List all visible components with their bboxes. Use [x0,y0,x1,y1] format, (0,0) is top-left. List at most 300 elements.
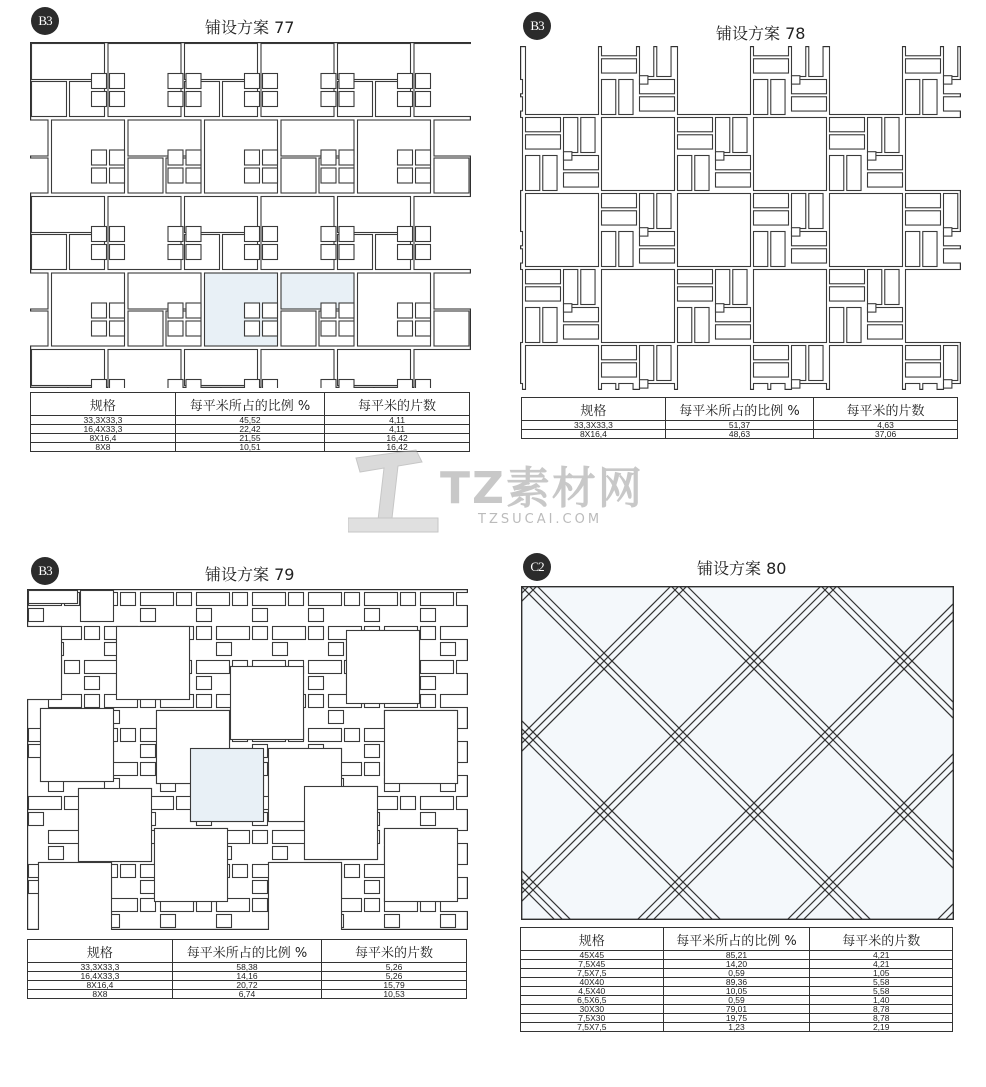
tile [168,74,183,89]
tile [245,380,260,389]
tile [441,643,456,656]
tile [619,232,633,267]
tile [398,227,413,242]
tile [923,232,937,267]
tile [385,915,400,928]
tile [168,321,183,336]
scheme-79-title: 铺设方案 79 [205,565,295,584]
tile [520,249,523,263]
tile [678,46,751,115]
tile [217,643,232,656]
tile [186,380,201,389]
table-cell: 4,21 [810,951,953,960]
table-cell: 51,37 [665,421,813,430]
tile [263,227,278,242]
scheme-77-title: 铺设方案 77 [205,18,295,37]
table-cell: 16,4X33,3 [28,972,173,981]
tile [906,46,941,56]
tile [339,303,354,318]
table-cell: 1,40 [810,996,953,1005]
tile [30,158,48,193]
tile [678,287,713,301]
tile [273,643,288,656]
tile [906,211,941,225]
tile [602,346,637,360]
tile [543,308,557,343]
tile [339,321,354,336]
tile [339,74,354,89]
tile [520,80,523,94]
tile [416,303,431,318]
tile [92,150,107,165]
table-cell: 14,20 [663,960,810,969]
tile [309,593,342,606]
scheme-77-badge: B3 [31,7,59,35]
tile [678,346,751,391]
tile [329,643,344,656]
table-cell: 19,75 [663,1014,810,1023]
tile [161,915,176,928]
tile [233,865,248,878]
tile [733,118,747,153]
tile [155,829,228,902]
table-header-row [28,940,467,963]
tile [65,797,80,810]
tile [168,303,183,318]
table-cell: 4,5X40 [521,987,664,996]
tile [85,661,118,674]
tile [186,303,201,318]
table-cell: 6,74 [172,990,321,999]
tile [526,287,561,301]
tile [754,118,827,191]
tile [457,865,469,878]
tile [197,627,212,640]
tile [657,46,671,77]
tile [339,168,354,183]
tile [678,156,692,191]
tile [526,194,599,267]
tile [520,270,523,343]
tile [398,92,413,107]
scheme-78-spec-table [521,397,958,439]
table-header-cell: 每平米所占的比例 % [175,393,324,416]
table-cell: 1,23 [663,1023,810,1032]
tile [640,228,648,236]
table-cell: 5,26 [322,972,467,981]
tile [678,308,692,343]
tile [416,74,431,89]
tile [92,92,107,107]
tile [32,235,67,270]
tile [186,168,201,183]
scheme-77-spec-table [30,392,470,452]
tile [716,304,724,312]
table-cell: 8X8 [31,443,176,452]
tile [457,661,469,674]
tile [906,363,941,377]
tile [365,881,380,894]
tile [906,80,920,115]
tile [85,677,100,690]
tile [365,593,398,606]
table-cell: 45,52 [175,416,324,425]
watermark-brand: TZ素材网 [440,463,644,514]
tile [253,881,268,894]
tile [640,194,654,229]
tile [401,593,416,606]
tile [168,227,183,242]
tile [186,321,201,336]
table-cell: 7,5X7,5 [521,1023,664,1032]
tile [754,46,789,56]
scheme-78-title: 铺设方案 78 [716,24,806,43]
tile [263,92,278,107]
tile [809,346,823,381]
table-cell: 5,26 [322,963,467,972]
tile [273,627,306,640]
tile [141,745,156,758]
tile [906,59,941,73]
tile [716,173,751,187]
tile [309,695,324,708]
tile [526,156,540,191]
tile [678,135,713,149]
tile [716,270,730,305]
tile [906,118,962,191]
tile [92,303,107,318]
tile [868,118,882,153]
tile [347,631,420,704]
tile [619,80,633,115]
tile [365,745,380,758]
tile [253,627,268,640]
tile [398,150,413,165]
tile [416,168,431,183]
tile [809,46,823,77]
tile [416,380,431,389]
tile [305,787,378,860]
tile [640,249,675,263]
tile [944,228,952,236]
tile [657,346,671,381]
tile [771,232,785,267]
tile [281,158,316,193]
tile [385,711,458,784]
table-cell: 33,3X33,3 [28,963,173,972]
tile [792,76,800,84]
table-cell: 14,16 [172,972,321,981]
tile [309,627,324,640]
table-cell: 10,51 [175,443,324,452]
tile [41,709,114,782]
scheme-79-spec-table [27,939,467,999]
tile [416,227,431,242]
tile [110,92,125,107]
tile [253,609,268,622]
tile [345,729,360,742]
tile [339,227,354,242]
table-cell: 5,58 [810,978,953,987]
tile [520,97,523,111]
tile [398,321,413,336]
tile [434,311,469,346]
tile [678,118,713,132]
tile [906,232,920,267]
table-cell: 10,05 [663,987,810,996]
table-cell: 16,42 [325,443,470,452]
tile [944,76,952,84]
tile [564,325,599,339]
scheme-80-title: 铺设方案 80 [697,559,787,578]
tile [141,763,156,776]
tile [695,308,709,343]
tile [754,384,768,391]
tile [92,380,107,389]
table-cell: 1,05 [810,969,953,978]
tile [245,227,260,242]
tile [263,150,278,165]
tile [245,150,260,165]
tile [289,593,304,606]
table-cell: 89,36 [663,978,810,987]
tile [141,899,156,912]
table-row [522,430,958,439]
tile [657,194,671,229]
tile [398,245,413,260]
tile [944,249,962,263]
table-cell: 33,3X33,3 [31,416,176,425]
tile [398,74,413,89]
table-cell: 7,5X30 [521,1014,664,1023]
table-header-cell: 规格 [521,928,664,951]
tile [868,152,876,160]
tile [365,763,380,776]
tile [269,863,342,931]
tile [520,232,523,246]
tile [809,194,823,229]
tile [792,228,800,236]
tile [365,899,380,912]
tile [141,881,156,894]
tile [695,156,709,191]
tile [128,158,163,193]
table-row [521,1023,953,1032]
tile [441,627,469,640]
tile [398,168,413,183]
tile [906,384,920,391]
tile [868,304,876,312]
tile [365,609,380,622]
table-header-cell: 规格 [28,940,173,963]
tile [602,211,637,225]
tile [168,245,183,260]
tile [792,249,827,263]
tile [421,627,436,640]
tile [830,346,903,391]
tile [339,245,354,260]
tile [441,695,469,708]
tile [564,270,578,305]
table-cell: 0,59 [663,969,810,978]
table-header-cell: 规格 [31,393,176,416]
tile [733,270,747,305]
table-cell: 21,55 [175,434,324,443]
tile [168,92,183,107]
table-header-row [522,398,958,421]
tile [754,363,789,377]
tile [245,303,260,318]
tile [830,156,844,191]
tile [30,273,48,309]
tile [253,899,268,912]
tile [385,829,458,902]
tile [121,593,136,606]
tile [830,287,865,301]
tile [128,311,163,346]
tile [329,711,344,724]
tile [602,194,637,208]
tile [168,168,183,183]
tile [321,303,336,318]
table-cell: 20,72 [172,981,321,990]
watermark-url: TZSUCAI.COM [478,512,603,527]
tile [564,118,578,153]
tile [868,270,882,305]
tile [906,194,941,208]
tile [186,150,201,165]
tile [339,92,354,107]
tile [421,609,436,622]
tile [564,152,572,160]
table-cell: 33,3X33,3 [522,421,666,430]
tile [754,211,789,225]
tile [416,245,431,260]
tile [110,74,125,89]
tile [640,97,675,111]
tile [716,325,751,339]
scheme-80-badge: C2 [523,553,551,581]
tile [944,346,958,381]
tile [434,120,471,156]
tile [309,661,342,674]
tile [177,797,192,810]
table-cell: 4,63 [814,421,958,430]
tile [321,92,336,107]
table-header-row [31,393,470,416]
table-header-cell: 每平米所占的比例 % [172,940,321,963]
tile [830,270,865,284]
tile [716,118,730,153]
tile [29,609,44,622]
table-cell: 30X30 [521,1005,664,1014]
tile [944,97,962,111]
tile [830,194,903,267]
tile [321,380,336,389]
tile [309,729,342,742]
tile [526,118,561,132]
tile [263,245,278,260]
tile [830,308,844,343]
table-cell: 0,59 [663,996,810,1005]
tile [602,118,675,191]
tile [640,76,648,84]
tile [186,245,201,260]
tile [92,321,107,336]
table-cell: 16,42 [325,434,470,443]
tile [771,384,785,391]
table-header-cell: 规格 [522,398,666,421]
tile [602,232,616,267]
tile [792,380,800,388]
tile [141,593,174,606]
tile [177,593,192,606]
tile [245,92,260,107]
tile [526,135,561,149]
tile [263,303,278,318]
tile [640,380,648,388]
table-cell: 10,53 [322,990,467,999]
tile [30,311,48,346]
tile [168,380,183,389]
tile [217,915,232,928]
tile [526,46,599,115]
scheme-78-tile-pattern [520,46,961,390]
table-header-cell: 每平米的片数 [810,928,953,951]
tile [191,749,264,822]
tile [602,384,616,391]
tile [92,74,107,89]
scheme-78-badge: B3 [523,12,551,40]
tile [197,609,212,622]
table-header-cell: 每平米的片数 [814,398,958,421]
table-cell: 16,4X33,3 [31,425,176,434]
tile [186,74,201,89]
table-cell: 37,06 [814,430,958,439]
tile [197,661,230,674]
tile [345,865,360,878]
tile [321,245,336,260]
table-cell: 2,19 [810,1023,953,1032]
tile [771,80,785,115]
tile [263,74,278,89]
tile [110,150,125,165]
tile [416,321,431,336]
tile [309,677,324,690]
tile [27,627,62,700]
tile [421,695,436,708]
tile [602,46,637,56]
tile [321,74,336,89]
tile [245,245,260,260]
tile [944,380,952,388]
table-cell: 6,5X6,5 [521,996,664,1005]
tile [678,194,751,267]
table-cell: 45X45 [521,951,664,960]
table-header-cell: 每平米所占的比例 % [665,398,813,421]
tile [281,311,316,346]
table-cell: 4,21 [810,960,953,969]
tile [678,270,713,284]
scheme-80-tile-pattern [521,586,954,920]
table-header-cell: 每平米的片数 [325,393,470,416]
tile [117,627,190,700]
tile [457,797,469,810]
tile [29,591,78,604]
tile [416,150,431,165]
table-header-row [521,928,953,951]
tile [754,194,789,208]
